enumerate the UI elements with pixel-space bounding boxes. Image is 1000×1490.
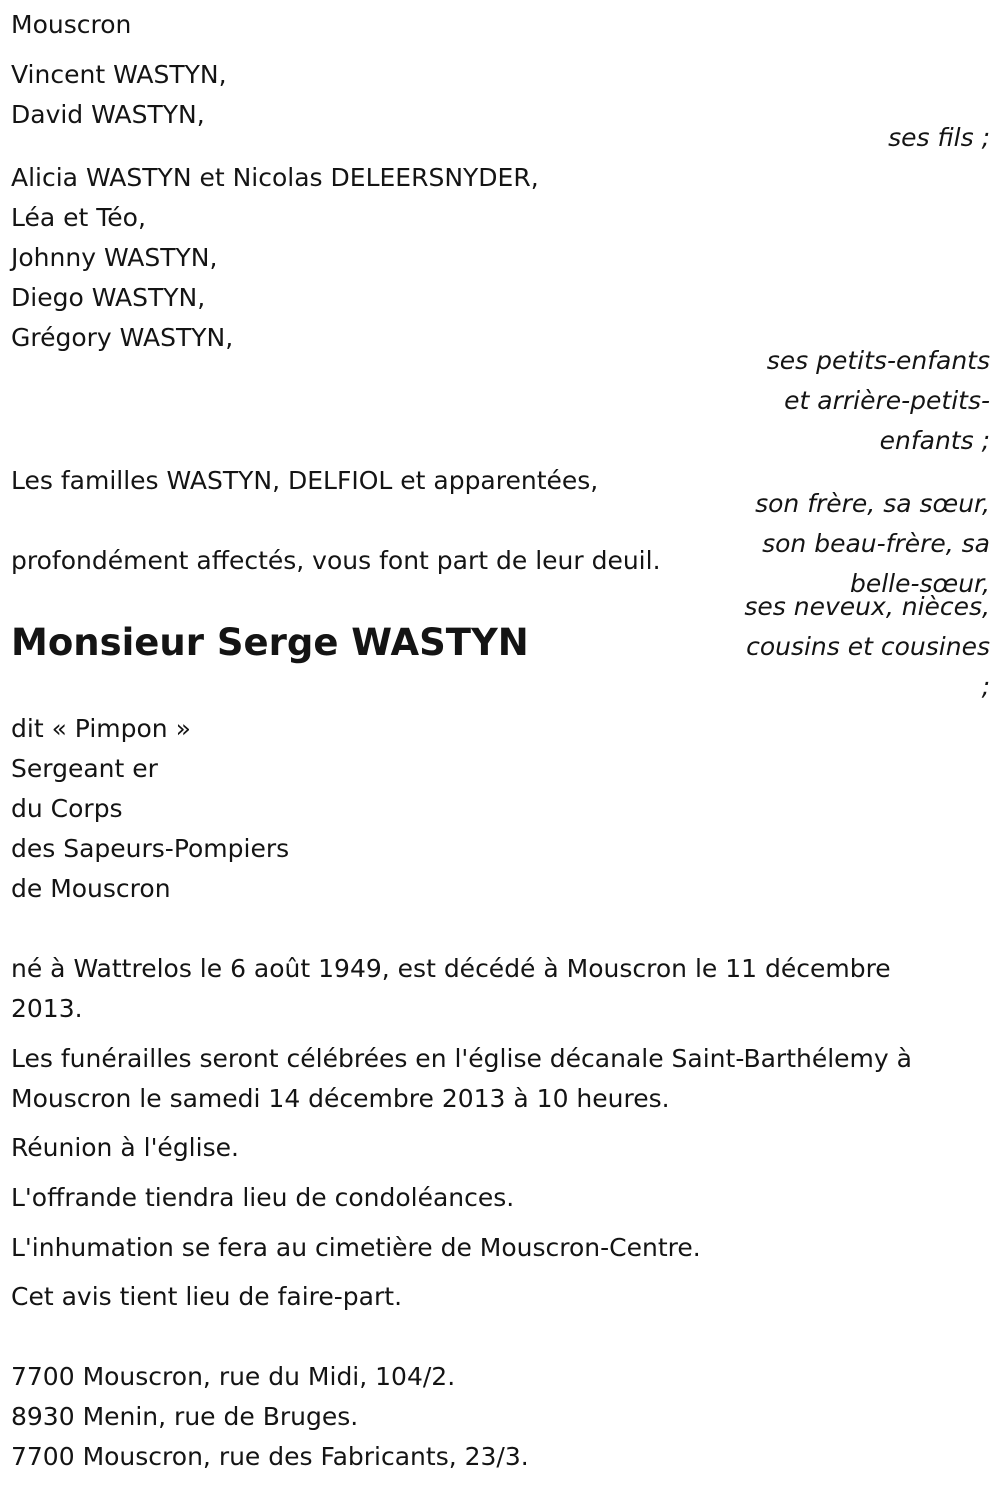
- families-relation: cousins et cousines: [746, 632, 990, 661]
- grandchildren-relation: enfants ;: [879, 426, 990, 455]
- deceased-title: des Sapeurs-Pompiers: [11, 834, 290, 863]
- offering-line: L'offrande tiendra lieu de condoléances.: [11, 1183, 515, 1212]
- families-relation: ses neveux, nièces,: [744, 592, 990, 621]
- announcement: profondément affectés, vous font part de leur deuil.: [11, 546, 661, 575]
- funeral-line: Les funérailles seront célébrées en l'église décanale Saint-Barthélemy à: [11, 1044, 912, 1073]
- address-line: 7700 Mouscron, rue du Midi, 104/2.: [11, 1362, 456, 1391]
- families-relation: belle-sœur,: [849, 569, 990, 598]
- grandchild-name: Johnny WASTYN,: [11, 243, 218, 272]
- deceased-title: dit « Pimpon »: [11, 714, 191, 743]
- address-line: 8930 Menin, rue de Bruges.: [11, 1402, 359, 1431]
- notice-line: Cet avis tient lieu de faire-part.: [11, 1282, 403, 1311]
- sons-relation: ses fils ;: [888, 123, 990, 152]
- birth-death-line: né à Wattrelos le 6 août 1949, est décédé à Mouscron le 11 décembre: [11, 954, 891, 983]
- deceased-title: de Mouscron: [11, 874, 171, 903]
- birth-death-line: 2013.: [11, 994, 83, 1023]
- grandchildren-relation: ses petits-enfants: [766, 346, 990, 375]
- grandchildren-relation: et arrière-petits-: [784, 386, 990, 415]
- grandchild-name: Diego WASTYN,: [11, 283, 206, 312]
- address-line: 7700 Mouscron, rue des Fabricants, 23/3.: [11, 1442, 529, 1471]
- deceased-title: du Corps: [11, 794, 123, 823]
- grandchild-name: Alicia WASTYN et Nicolas DELEERSNYDER,: [11, 163, 539, 192]
- families-relation: son frère, sa sœur,: [755, 489, 990, 518]
- families-relation: son beau-frère, sa: [762, 529, 990, 558]
- families-relation: ;: [981, 672, 990, 701]
- families-line: Les familles WASTYN, DELFIOL et apparentées,: [11, 466, 599, 495]
- son-name: David WASTYN,: [11, 100, 205, 129]
- deceased-name: Monsieur Serge WASTYN: [11, 621, 529, 664]
- header-location: Mouscron: [11, 10, 132, 39]
- burial-line: L'inhumation se fera au cimetière de Mouscron-Centre.: [11, 1233, 701, 1262]
- son-name: Vincent WASTYN,: [11, 60, 227, 89]
- grandchild-name: Léa et Téo,: [11, 203, 146, 232]
- meeting-line: Réunion à l'église.: [11, 1133, 239, 1162]
- grandchild-name: Grégory WASTYN,: [11, 323, 234, 352]
- funeral-line: Mouscron le samedi 14 décembre 2013 à 10 heures.: [11, 1084, 670, 1113]
- deceased-title: Sergeant er: [11, 754, 158, 783]
